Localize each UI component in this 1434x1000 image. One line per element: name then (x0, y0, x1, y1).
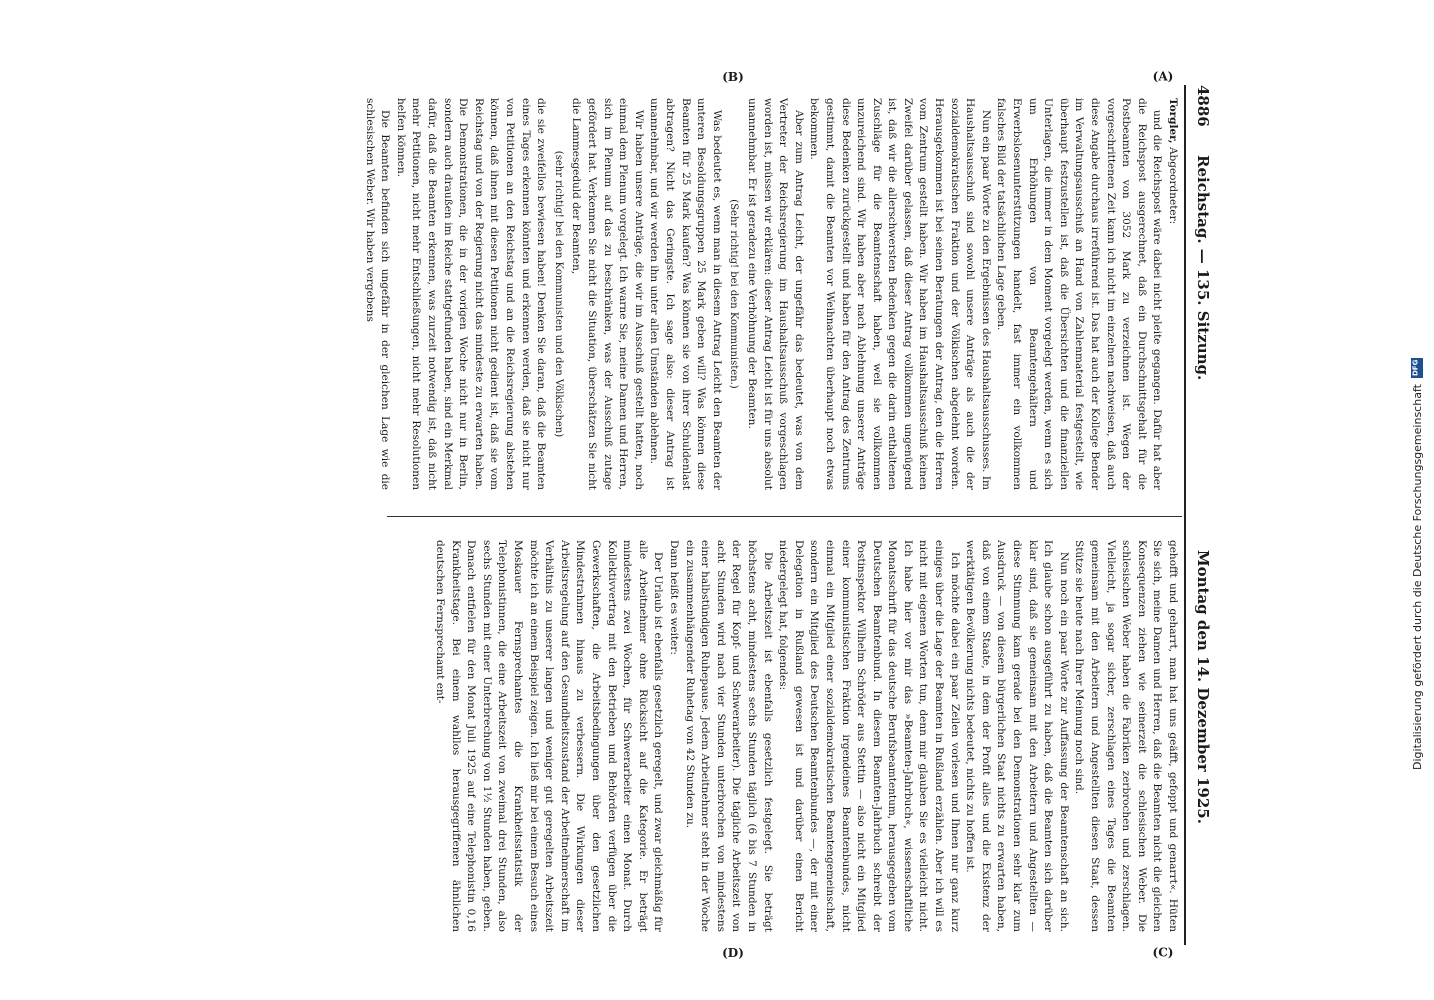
interjection: (sehr richtig! bei den Kommunisten und den Völkischen) (552, 150, 564, 438)
paragraph: Nun noch ein paar Worte zur Auffassung der Beamtenschaft an sich. Ich glaube schon ausgeführt zu haben, daß die Beamten sich darüber klar sind, daß sie gemeinsam mit den Arbeitern und Angestellten — diese Stimmung kam gerade bei den Demonstrationen sehr klar zum Ausdruck — von diesem bürgerlichen Staat nichts zu erwarten haben, daß von einem Staate, in dem der Profit alles und die Existenz der werktätigen Bevölkerung nichts bedeutet, nichts zu hoffen ist. (964, 540, 1070, 932)
speaker-role: Abgeordneter: (1167, 146, 1179, 225)
digitization-watermark (1411, 10, 1424, 770)
page-number: 4886 (1194, 85, 1212, 127)
margin-marker-c: (C) (1152, 945, 1174, 960)
right-column (390, 540, 1180, 932)
left-running-head: Reichstag. — 135. Sitzung. (1194, 155, 1212, 381)
quotation: Die Arbeitszeit ist ebenfalls gesetzlich festgelegt. Sie beträgt höchstens acht, mindestens sechs Stunden täglich (6 bis 7 Stunden in der Regel für Kopf- und Schwerarbeiter). Die tägliche Arbeitszeit von acht Stunden wird nach vier Stunden unterbrochen von mindestens einer halbstündigen Ruhepause. Jedem Arbeitnehmer steht in der Woche ein zusammenhängender Ruhetag von 42 Stunden zu. (683, 540, 774, 932)
paragraph: die sie zweifellos bewiesen haben! Denken Sie daran, daß die Beamten eines Tages erkennen könnten und erkennen werden, daß sie nicht nur von Petitionen an den Reichstag und an die Reichsregierung abstehen können, daß ihnen mit diesen Petitionen nicht gedient ist, daß sie vom Reichstag und von der Regierung nicht das mindeste zu erwarten haben. Die Demonstrationen, die in der vorigen Woche nicht nur in Berlin, sondern auch draußen im Reiche stattgefunden haben, sind ein Merkmal dafür, daß die Beamten erkennen, was zurzeit notwendig ist, daß nicht mehr Petitionen, nicht mehr Entschließungen, nicht mehr Resolutionen helfen können. (394, 98, 548, 490)
paragraph: Nun ein paar Worte zu den Ergebnissen des Haushaltsausschusses. Im Haushaltsausschuß sind sowohl unsere Anträge als auch die der sozialdemokratischen Fraktion und der Völkischen abgelehnt worden. Herausgekommen ist bei seinen Beratungen der Antrag, den die Herren vom Zentrum gestellt haben. Wir haben im Haushaltsausschuß keinen Zweifel darüber gelassen, daß dieser Antrag vollkommen ungenügend ist, daß wir die allerschwersten Bedenken gegen die darin enthaltenen Zuschläge für die Beamtenschaft haben, weil sie vollkommen unzureichend sind. Wir haben aber nach Ablehnung unserer Anträge diese Bedenken zurückgestellt und haben für den Antrag des Zentrums gestimmt, damit die Beamten vor Weihnachten überhaupt noch etwas bekommen. (808, 98, 992, 490)
speaker-line (1164, 98, 1180, 490)
dfg-logo: DFG (1412, 358, 1424, 378)
right-running-head: Montag den 14. Dezember 1925. (1194, 550, 1212, 824)
margin-marker-b: (B) (722, 69, 744, 84)
speaker-name: Torgler, (1167, 98, 1179, 144)
header-rule (1184, 85, 1186, 945)
document-page (100, 0, 1300, 1000)
quotation: Der Urlaub ist ebenfalls gesetzlich geregelt, und zwar gleichmäßig für alle Arbeitnehmer ohne Rücksicht auf die Kategorie. Er beträgt mindestens zwei Wochen, für Schwerarbeiter einen Monat. Durch Kollektivvertrag mit den Betrieben und Behörden verfügen über die Gewerkschaften, die Arbeitsbedingungen über den gesetzlichen Mindestrahmen hinaus zu verbessern. Die Wirkungen dieser Arbeitsregelung auf den Gesundheitszustand der Arbeitnehmerschaft im Verhältnis zu unserer langen und weniger gut geregelten Arbeitszeit möchte ich an einem Beispiel zeigen. Ich ließ mir bei einem Besuch eines Moskauer Fernsprechamtes die Krankheitsstatistik der Telephonistinnen, die eine Arbeitszeit von zweimal drei Stunden, also sechs Stunden mit einer Unterbrechung von 1½ Stunden haben, geben. Danach entfielen für den Monat Juli 1925 auf eine Telephonistin 0,16 Krankheitstage. Bei einem wahllos herausgegriffenen ähnlichen deutschen Fernsprechamt ent- (434, 540, 665, 932)
paragraph: Aber zum Antrag Leicht, der ungefähr das bedeutet, was von dem Vertreter der Reichsregierung im Haushaltsausschuß vorgeschlagen worden ist, müssen wir erklären: dieser Antrag Leicht ist für uns absolut unannehmbar. Er ist geradezu eine Verhöhnung der Beamten. (745, 98, 805, 490)
column-divider (387, 516, 1182, 517)
transition-text: Dann heißt es weiter: (668, 540, 680, 655)
margin-marker-d: (D) (722, 945, 744, 960)
watermark-text: Digitalisierung gefördert durch die Deutsche Forschungsgemeinschaft (1411, 384, 1424, 770)
paragraph: Die Beamten befinden sich ungefähr in der gleichen Lage wie die schlesischen Weber. Wir haben vergebens (363, 98, 392, 490)
running-header (1186, 85, 1212, 945)
paragraph: gehofft und geharrt, man hat uns geäfft, gefoppt und genarrt«. Hüten Sie sich, meine Damen und Herren, daß die Beamten nicht die gleichen Konsequenzen ziehen wie seinerzeit die schlesischen Weber. Die schlesischen Weber haben die Fabriken zerbrochen und zerschlagen. Vielleicht, ja sogar sicher, zerschlagen eines Tages die Beamten gemeinsam mit den Arbeitern und Angestellten diesen Staat, dessen Stütze sie heute nach Ihrer Meinung noch sind. (1073, 540, 1179, 932)
interjection: (Sehr richtig! bei den Kommunisten.) (728, 199, 740, 389)
paragraph: Wir haben unsere Anträge, die wir im Ausschuß gestellt hatten, noch einmal dem Plenum vorgelegt. Ich warne Sie, meine Damen und Herren, sich im Plenum auf das zu beschränken, was der Ausschuß zutage gefördert hat. Verkennen Sie nicht die Situation, überschätzen Sie nicht die Lammesgeduld der Beamten, (570, 98, 645, 490)
paragraph: Ich möchte dabei ein paar Zeilen vorlesen und Ihnen nur ganz kurz einiges über die Lage der Beamten in Rußland erzählen. Aber ich will es nicht mit eigenen Worten tun, denn mir glauben Sie es vielleicht nicht. Ich habe hier vor mir das »Beamten-Jahrbuch«, wissenschaftliche Monatsschrift für das deutsche Berufsbeamtentum, herausgegeben vom Deutschen Beamtenbund. In diesem Beamten-Jahrbuch schreibt der Postinspektor Wilhelm Schröder aus Stettin — also nicht ein Mitglied einer kommunistischen Fraktion irgendeines Beamtenbundes, nicht einmal ein Mitglied einer sozialdemokratischen Beamtengemeinschaft, sondern ein Mitglied des Deutschen Beamtenbundes —, der mit einer Delegation in Rußland gewesen ist und darüber einen Bericht niedergelegt hat, folgendes: (777, 540, 961, 932)
left-column (363, 98, 1180, 490)
paragraph: Was bedeutet es, wenn man in diesem Antrag Leicht den Beamten der unteren Besoldungsgruppen 25 Mark geben will? Was können diese Beamten für 25 Mark kaufen? Was können sie von ihrer Schuldenlast abtragen? Nicht das Geringste. Ich sage also: dieser Antrag ist unannehmbar, und wir werden ihn unter allen Umständen ablehnen. (648, 98, 723, 490)
margin-marker-a: (A) (1152, 69, 1174, 84)
paragraph: und die Reichspost wäre dabei nicht pleite gegangen. Dafür hat aber die Reichspost ausgerechnet, daß ein Durchschnittsgehalt für die Postbeamten von 3052 Mark zu verzeichnen ist. Wegen der vorgeschrittenen Zeit kann ich nicht im einzelnen nachweisen, daß auch diese Angabe durchaus irreführend ist. Das hat auch der Kollege Bender im Verwaltungsausschuß an Hand von Zahlenmaterial festgestellt, wie überhaupt festzustellen ist, daß die Übersichten und die finanziellen Unterlagen, die immer in dem Moment vorgelegt werden, wenn es sich um Erhöhungen von Beamtengehältern und Erwerbslosenunterstützungen handelt, fast immer ein vollkommen falsches Bild der tatsächlichen Lage geben. (995, 98, 1164, 490)
